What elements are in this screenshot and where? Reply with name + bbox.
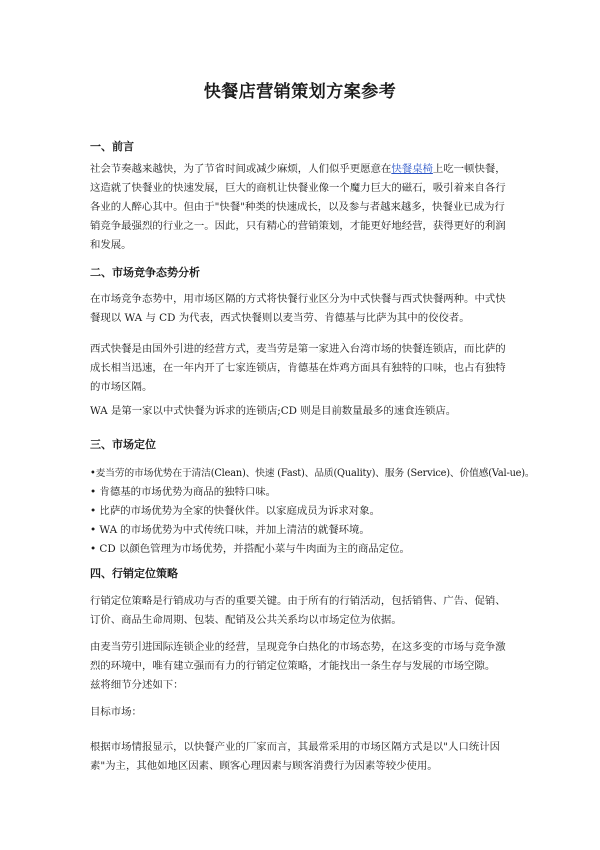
preface-line: 各业的人醉心其中。但由于"快餐"种类的快速成长，以及参与者越来越多，快餐业已成为行	[90, 201, 505, 213]
preface-text-pre: 社会节奏越来越快，为了节省时间或减少麻烦，人们似乎更愿意在	[90, 163, 392, 175]
competition-paragraph-1	[90, 290, 515, 328]
paragraph-line: 目标市场：	[90, 706, 142, 718]
paragraph-line: 兹将细节分述如下：	[90, 679, 184, 691]
section-heading-positioning: 三、市场定位	[90, 438, 156, 451]
paragraph-line: 根据市场情报显示，以快餐产业的厂家而言，其最常采用的市场区隔方式是以"人口统计因	[90, 741, 501, 753]
paragraph-line: 西式快餐是由国外引进的经营方式，麦当劳是第一家进入台湾市场的快餐连锁店，而比萨的	[90, 343, 506, 355]
bullet-item: •麦当劳的市场优势在于清洁(Clean)、快速 (Fast)、品质(Quality)、服务 (Service)、价值感(Val-ue)。	[90, 468, 535, 479]
paragraph-line: 餐现以 WA 与 CD 为代表，西式快餐则以麦当劳、肯德基与比萨为其中的佼佼者。	[90, 312, 470, 324]
document-title: 快餐店营销策划方案参考	[203, 82, 397, 102]
competition-paragraph-3	[90, 402, 515, 421]
paragraph-line: 行销定位策略是行销成功与否的重要关键。由于所有的行销活动，包括销售、广告、促销、	[90, 595, 506, 607]
paragraph-line: 烈的环境中，唯有建立强而有力的行销定位策略，才能找出一条生存与发展的市场空隙。	[90, 660, 496, 672]
paragraph-line: 由麦当劳引进国际连锁企业的经营，呈现竞争白热化的市场态势，在这多变的市场与竞争激	[90, 641, 506, 653]
target-market-label	[90, 703, 515, 722]
section-heading-strategy: 四、行销定位策略	[90, 567, 178, 580]
paragraph-line: 在市场竞争态势中，用市场区隔的方式将快餐行业区分为中式快餐与西式快餐两种。中式快	[90, 293, 506, 305]
preface-text-post: 上吃一顿快餐，	[432, 163, 506, 175]
paragraph-line: WA 是第一家以中式快餐为诉求的连锁店;CD 则是目前数量最多的速食连锁店。	[90, 405, 457, 417]
fast-food-furniture-link[interactable]: 快餐桌椅	[391, 163, 433, 175]
strategy-paragraph-4	[90, 738, 515, 776]
strategy-paragraph-1	[90, 592, 515, 630]
positioning-bullet-list	[90, 464, 535, 559]
preface-line: 和发展。	[90, 239, 132, 251]
paragraph-line: 订价、商品生命周期、包装、配销及公共关系均以市场定位为依据。	[90, 614, 402, 626]
preface-paragraph	[90, 160, 515, 255]
section-heading-competition: 二、市场竞争态势分析	[90, 266, 200, 279]
preface-line: 销竞争最强烈的行业之一。因此，只有精心的营销策划，才能更好地经营，获得更好的利润	[90, 220, 506, 232]
section-heading-preface: 一、前言	[90, 140, 134, 153]
bullet-item: • CD 以颜色管理为市场优势，并搭配小菜与牛肉面为主的商品定位。	[90, 543, 410, 555]
strategy-paragraph-2	[90, 638, 515, 695]
bullet-item: • WA 的市场优势为中式传统口味，并加上清洁的就餐环境。	[90, 524, 370, 536]
paragraph-line: 成长相当迅速，在一年内开了七家连锁店，肯德基在炸鸡方面具有独特的口味，也占有独特	[90, 362, 506, 374]
competition-paragraph-2	[90, 340, 515, 397]
bullet-item: • 肯德基的市场优势为商品的独特口味。	[90, 486, 277, 498]
paragraph-line: 素"为主，其他如地区因素、顾客心理因素与顾客消费行为因素等较少使用。	[90, 760, 438, 772]
preface-line: 这造就了快餐业的快速发展，巨大的商机让快餐业像一个魔力巨大的磁石，吸引着来自各行	[90, 182, 506, 194]
bullet-item: • 比萨的市场优势为全家的快餐伙伴。以家庭成员为诉求对象。	[90, 505, 380, 517]
preface-line	[90, 160, 515, 179]
paragraph-line: 的市场区隔。	[90, 381, 153, 393]
